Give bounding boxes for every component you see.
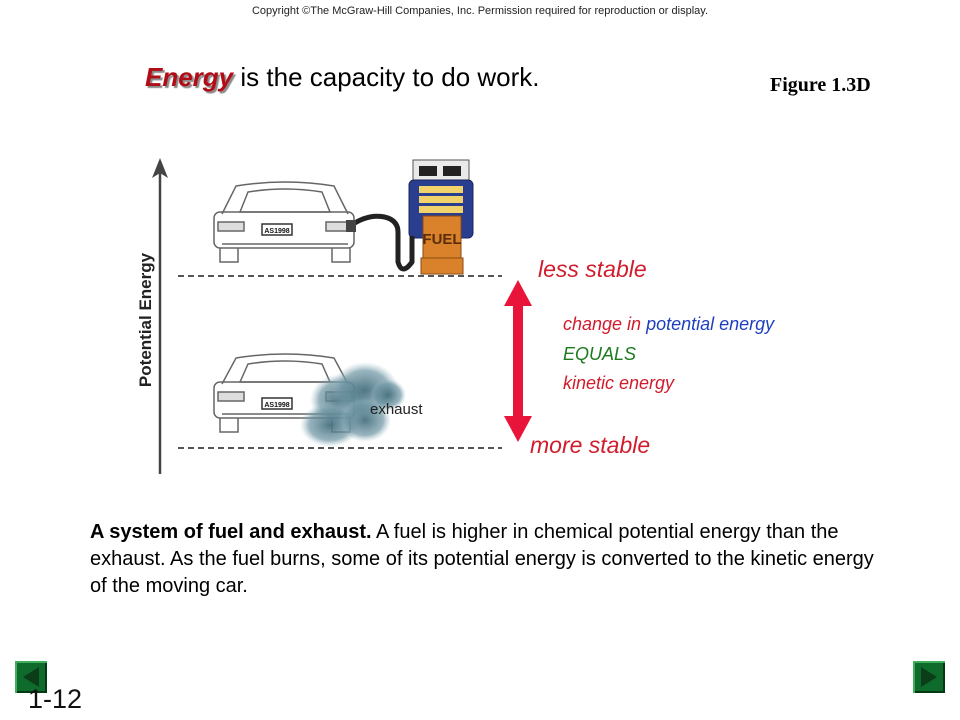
triangle-right-icon <box>913 661 945 693</box>
figure-label: Figure 1.3D <box>770 74 871 96</box>
equation-equals: EQUALS <box>563 344 637 364</box>
title-rest: is the capacity to do work. <box>233 62 540 92</box>
more-stable-label: more stable <box>530 432 651 458</box>
pump-sign: FUEL <box>422 231 462 248</box>
title-term: Energy <box>145 62 234 92</box>
fuel-pump <box>346 160 473 274</box>
slide-number: 1-12 <box>28 684 83 714</box>
copyright-notice: Copyright ©The McGraw-Hill Companies, Inc. Permission required for reproduction or display. <box>251 5 709 17</box>
energy-change-arrow <box>504 280 532 442</box>
equation-line-1 <box>563 314 774 335</box>
equation-potential-energy: potential energy <box>646 314 775 334</box>
caption-heading: A system of fuel and exhaust. <box>90 521 372 543</box>
car-upper <box>214 182 354 262</box>
plate-upper: AS1998 <box>264 228 290 235</box>
equation-change: change in <box>563 314 647 334</box>
next-slide-button[interactable] <box>913 661 945 693</box>
equation-kinetic-energy: kinetic energy <box>563 373 675 393</box>
exhaust-label: exhaust <box>370 401 423 418</box>
plate-lower: AS1998 <box>264 402 290 409</box>
caption-body: A fuel is higher in chemical potential energy than the exhaust. As the fuel burns, some of its potential energy is converted to the kinetic energy of the moving car. <box>90 521 874 597</box>
less-stable-label: less stable <box>538 256 647 282</box>
figure-caption <box>90 519 890 600</box>
axis-label: Potential Energy <box>136 252 155 388</box>
